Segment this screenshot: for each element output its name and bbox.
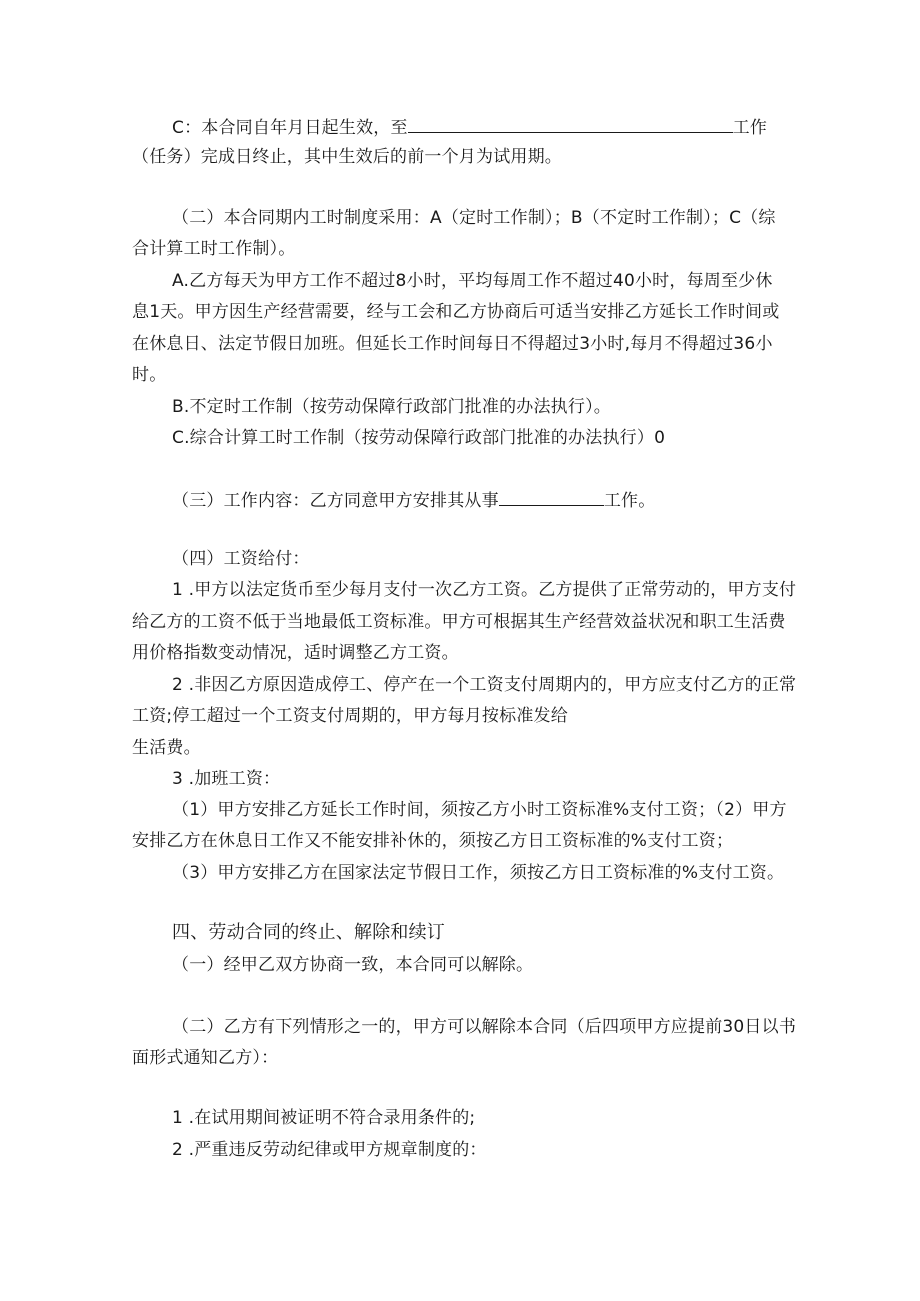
paragraph-line: （任务）完成日终止，其中生效后的前一个月为试用期。 (132, 147, 562, 167)
paragraph-line: 1 .甲方以法定货币至少每月支付一次乙方工资。乙方提供了正常劳动的，甲方支付 (172, 580, 797, 600)
paragraph-line: 给乙方的工资不低于当地最低工资标准。甲方可根据其生产经营效益状况和职工生活费 (132, 612, 786, 632)
paragraph-line: 2 .非因乙方原因造成停工、停产在一个工资支付周期内的，甲方应支付乙方的正常 (172, 675, 797, 695)
section-heading: （二）本合同期内工时制度采用：A（定时工作制）；B（不定时工作制）；C（综 (172, 208, 776, 228)
paragraph-line: 生活费。 (132, 738, 201, 758)
paragraph-line: 在休息日、法定节假日加班。但延长工作时间每日不得超过3小时,每月不得超过36小 (132, 334, 773, 354)
paragraph-line: C.综合计算工时工作制（按劳动保障行政部门批准的办法执行）0 (172, 428, 666, 448)
blank-field (499, 488, 604, 506)
paragraph-line: 息1天。甲方因生产经营需要，经与工会和乙方协商后可适当安排乙方延长工作时间或 (132, 302, 780, 322)
paragraph-line: A.乙方每天为甲方工作不超过8小时，平均每周工作不超过40小时，每周至少休 (172, 271, 773, 291)
text-segment: C：本合同自年月日起生效，至 (172, 118, 408, 138)
paragraph-line: 工资;停工超过一个工资支付周期的，甲方每月按标准发给 (132, 706, 568, 726)
paragraph-line: （二）乙方有下列情形之一的，甲方可以解除本合同（后四项甲方应提前30日以书 (172, 1017, 797, 1037)
paragraph-line: 3 .加班工资： (172, 769, 281, 789)
text-segment: 工作。 (603, 491, 656, 511)
blank-field (408, 115, 733, 133)
paragraph-line: 合计算工时工作制）。 (132, 239, 296, 259)
paragraph-line: （1）甲方安排乙方延长工作时间，须按乙方小时工资标准%支付工资；（2）甲方 (172, 800, 787, 820)
paragraph-line: 面形式通知乙方）： (132, 1048, 279, 1068)
section-heading: （四）工资给付： (172, 549, 310, 569)
effective-date-line (172, 115, 767, 139)
paragraph-line: （3）甲方安排乙方在国家法定节假日工作，须按乙方日工资标准的%支付工资。 (172, 863, 785, 883)
list-item: 1 .在试用期间被证明不符合录用条件的; (172, 1108, 476, 1128)
chapter-heading: 四、劳动合同的终止、解除和续订 (172, 922, 445, 943)
paragraph-line: 安排乙方在休息日工作又不能安排补休的，须按乙方日工资标准的%支付工资； (132, 831, 734, 851)
text-segment: 工作 (732, 118, 768, 138)
paragraph-line: （一）经甲乙双方协商一致，本合同可以解除。 (172, 955, 534, 975)
paragraph-line: 时。 (132, 365, 167, 385)
text-segment: （三）工作内容：乙方同意甲方安排其从事 (172, 491, 499, 511)
work-content-line (172, 488, 655, 512)
list-item: 2 .严重违反劳动纪律或甲方规章制度的： (172, 1140, 487, 1160)
paragraph-line: 用价格指数变动情况，适时调整乙方工资。 (132, 643, 459, 663)
paragraph-line: B.不定时工作制（按劳动保障行政部门批准的办法执行）。 (172, 397, 611, 417)
